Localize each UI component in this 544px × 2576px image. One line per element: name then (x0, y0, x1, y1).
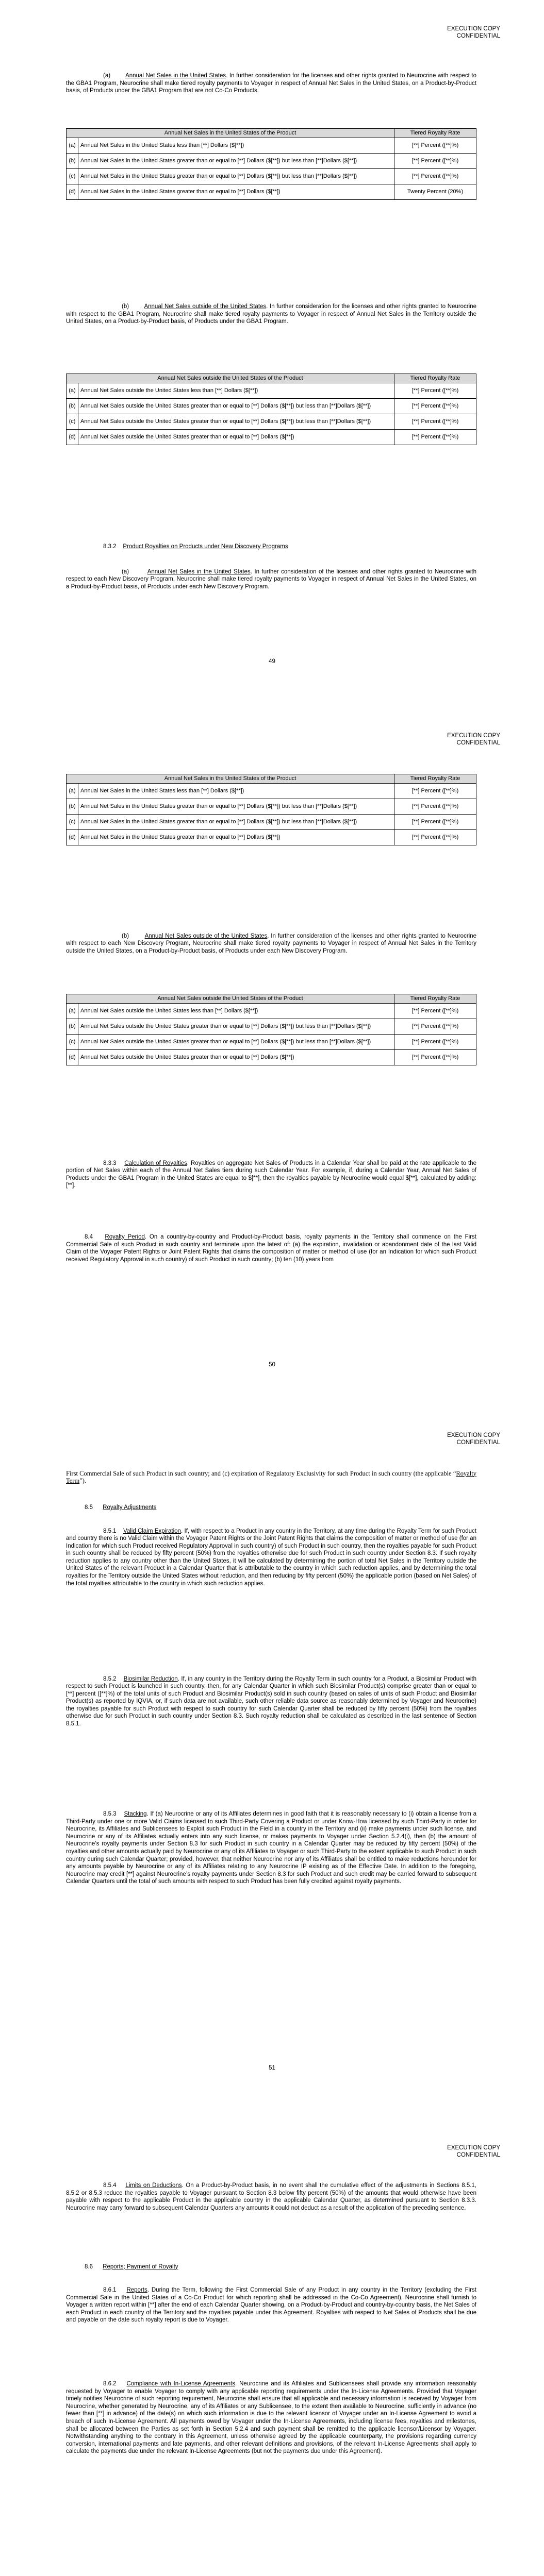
p49-a2-body: . In further consideration of the licenses and other rights granted to Neurocrine with respect to each New Discovery Program, Neurocrine shall make tiered royalty payments to Voyager in respect of Annual Net Sales in the United States, on a Product-by-Product basis, of Products under each New Discovery Program. (66, 568, 477, 590)
section-8-4-royalty-period (66, 1233, 476, 1263)
table-row (67, 184, 476, 200)
p49-t2-rows-1-l: (b) (67, 399, 78, 414)
section-8-6-1-reports (66, 2286, 476, 2324)
p49-t2-rows-3-d: Annual Net Sales outside the United States greater than or equal to [**] Dollars ($[**]) (78, 430, 394, 445)
header-confidential: CONFIDENTIAL (456, 33, 500, 39)
p51-s853-title: Stacking (124, 1811, 147, 1817)
header-execution-copy: EXECUTION COPY (447, 26, 500, 32)
p49-s832-num: 8.3.2 (103, 543, 117, 550)
section-8-6-2-compliance-in-license (66, 2380, 476, 2455)
p50-t1-rows-2-r: [**] Percent ([**]%) (394, 815, 476, 830)
p51-s851-body: . If, with respect to a Product in any country in the Territory, at any time during the Royalty Term for such Product and country there is no Valid Claim within the Voyager Patent Rights or the Joint Patent Rights that claims the composition of matter or method of use (for an Indication for which such Product received Regulatory Approval in such country) of such Product in such country, then the royalties payable for such Product in such country shall be reduced by fifty percent (50%) from the royalties otherwise due for such Product in such country under Section 8.3. If such royalty reduction applies to any country other than the United States, it will be calculated by determining the portion of total Net Sales in the Territory outside the United States of the relevant Product in a Calendar Quarter that is attributable to the country in which such reduction applies, and by determining the total royalties for the Territory outside the United States without reduction, and then reducing by fifty percent (50%) the applicable portion (based on Net Sales) of the total royalties attributable to the country in which such reduction applies. (66, 1528, 477, 1587)
table-row (67, 169, 476, 184)
table-row (67, 154, 476, 169)
p49-b-body: . In further consideration for the licenses and other rights granted to Neurocrine with respect to the GBA1 Program, Neurocrine shall make tiered royalty payments to Voyager in respect of Annual Net Sales in the Territory outside the United States, on a Product-by-Product basis, of Products under the GBA1 Program. (66, 303, 477, 325)
p50-t2-rows-3-d: Annual Net Sales outside the United States greater than or equal to [**] Dollars ($[**]) (78, 1050, 394, 1065)
royalty-table-ex-us-gba1 (66, 374, 476, 446)
p52-s861-title: Reports (126, 2287, 147, 2293)
p52-s861-body: . During the Term, following the First Commercial Sale of any Product in any country in the Territory (excluding the First Commercial Sale in the United States of a Co-Co Product for which reporting shall be addressed in the Co-Co Agreement), Neurocrine shall furnish to Voyager a written report within [**] after the end of each Calendar Quarter showing, on a Product-by-Product and country-by-country basis, the Net Sales of each Product in each country of the Territory and the royalties payable under this Agreement. Royalties with respect to Net Sales of Products shall be due and payable on the date such royalty report is due to Voyager. (66, 2287, 477, 2324)
table-row (67, 399, 476, 414)
royalty-table-us-new-discovery (66, 774, 476, 846)
p50-t1-rows-0-d: Annual Net Sales in the United States less than [**] Dollars ($[**]) (78, 784, 394, 799)
section-8-5-1-valid-claim-expiration (66, 1528, 476, 1588)
p52-s862-num: 8.6.2 (103, 2381, 117, 2387)
p50-t2-rows-1-l: (b) (67, 1019, 78, 1035)
table-row (67, 1019, 476, 1035)
royalty-table-ex-us-new-discovery (66, 994, 476, 1066)
page-header (447, 2144, 500, 2159)
paragraph-b-outside-us-sales (66, 303, 476, 326)
p49-a-title: Annual Net Sales in the United States (125, 73, 226, 79)
p50-b-title: Annual Net Sales outside of the United States (144, 933, 268, 939)
p51-s851-num: 8.5.1 (103, 1528, 117, 1534)
p51-s85-num: 8.5 (85, 1504, 93, 1511)
p52-s86-title: Reports; Payment of Royalty (103, 2263, 178, 2270)
p50-s833-num: 8.3.3 (103, 1160, 117, 1166)
p52-s86-num: 8.6 (85, 2263, 93, 2270)
p49-t2-rows-2-d: Annual Net Sales outside the United States greater than or equal to [**] Dollars ($[**]) but less than [**]Dollars ($[**]) (78, 414, 394, 430)
table-row (67, 1050, 476, 1065)
p49-b-title: Annual Net Sales outside of the United States (144, 303, 267, 310)
header-line1: EXECUTION COPY (447, 2144, 500, 2151)
p49-a-label: (a) (103, 73, 111, 79)
p50-t1-h1: Annual Net Sales in the United States of the Product (67, 774, 394, 784)
p50-t2-rows-3-r: [**] Percent ([**]%) (394, 1050, 476, 1065)
p50-t1-rows-1-d: Annual Net Sales in the United States greater than or equal to [**] Dollars ($[**]) but less than [**]Dollars ($[**]) (78, 799, 394, 815)
p50-s833-body: . Royalties on aggregate Net Sales of Products in a Calendar Year shall be paid at the rate applicable to the portion of Net Sales within each of the Annual Net Sales tiers during such Calendar Year. For example, if, during a Calendar Year, Annual Net Sales of Products under the GBA1 Program in the United States are equal to $[**], then the royalties payable by Neurocrine would equal $[**], calculated by adding: [**]. (66, 1160, 477, 1189)
p49-t2-rows-1-r: [**] Percent ([**]%) (394, 399, 476, 414)
p51-cont-term: Royalty Term (66, 1469, 476, 1485)
section-8-6-heading (66, 2263, 476, 2271)
table-row (67, 138, 476, 154)
p50-t2-rows-0-d: Annual Net Sales outside the United States less than [**] Dollars ($[**]) (78, 1004, 394, 1019)
p50-t2-rows-1-d: Annual Net Sales outside the United States greater than or equal to [**] Dollars ($[**]) but less than [**]Dollars ($[**]) (78, 1019, 394, 1035)
table-row (67, 1004, 476, 1019)
p49-t1-rows-2-d: Annual Net Sales in the United States greater than or equal to [**] Dollars ($[**]) but less than [**]Dollars ($[**]) (78, 169, 394, 184)
page-header (447, 25, 500, 40)
p50-t2-rows-0-r: [**] Percent ([**]%) (394, 1004, 476, 1019)
p49-t1-rows-2-r: [**] Percent ([**]%) (394, 169, 476, 184)
section-8-5-2-biosimilar-reduction (66, 1675, 476, 1728)
p51-s852-title: Biosimilar Reduction (123, 1675, 178, 1682)
table-row (67, 383, 476, 399)
p49-t2-rows-1-d: Annual Net Sales outside the United States greater than or equal to [**] Dollars ($[**]) but less than [**]Dollars ($[**]) (78, 399, 394, 414)
p51-s851-title: Valid Claim Expiration (123, 1528, 181, 1534)
p51-cont: First Commercial Sale of such Product in such country; and (c) expiration of Regulatory Exclusivity for such Product in such country (the applicable “ (66, 1469, 456, 1477)
p49-t1-rows-0-r: [**] Percent ([**]%) (394, 138, 476, 154)
p52-s861-num: 8.6.1 (103, 2287, 117, 2293)
p49-t1-rows-3-d: Annual Net Sales in the United States greater than or equal to [**] Dollars ($[**]) (78, 184, 394, 200)
p50-s833-title: Calculation of Royalties (124, 1160, 187, 1166)
royalty-table-us-gba1 (66, 128, 476, 200)
p50-b-body: . In further consideration of the licenses and other rights granted to Neurocrine with respect to each New Discovery Program, Neurocrine shall make tiered royalty payments to Voyager in respect of Annual Net Sales in the Territory outside the United States, on a Product-by-Product basis, of Products under each New Discovery Program. (66, 933, 477, 954)
p52-s862-body: . Neurocrine and its Affiliates and Sublicensees shall provide any information reasonably requested by Voyager to enable Voyager to comply with any applicable reporting requirements under the In-License Agreements. Provided that Voyager timely notifies Neurocrine of such reporting requirement, Neurocrine shall ensure that all applicable and necessary information is received by Voyager from Neurocrine, whether generated by Neurocrine, any of its Affiliates or any Sublicensee, to the extent then available to Neurocrine, sufficiently in advance (no fewer than [**] in advance) of the date(s) on which such information is due to the relevant licensor of Voyager under an In-License Agreement to avoid a breach of such In-License Agreement. All payments owed by Voyager under the In-License Agreements, including license fees, royalties and milestones, shall be allocated between the Parties as set forth in Section 5.2.4 and such payment shall be remitted to the applicable licensor/Licensor by Voyager. Notwithstanding anything to the contrary in this Agreement, unless otherwise agreed by the applicable counterparty, the provisions regarding currency conversion, international payments and late payments, and other relevant definitions and provisions, of the relevant In-License Agreements shall apply to calculate the payments due under the relevant In-License Agreements (but not the payments due under this Agreement). (66, 2381, 477, 2455)
table-row (67, 430, 476, 445)
section-8-5-4-limits-on-deductions (66, 2182, 476, 2212)
section-8-3-3-calculation-of-royalties (66, 1160, 476, 1190)
p49-t2-rows-3-l: (d) (67, 430, 78, 445)
p49-t1-rows-3-r: Twenty Percent (20%) (394, 184, 476, 200)
p49-t1-rows-0-l: (a) (67, 138, 78, 154)
p49-b-label: (b) (122, 303, 129, 310)
p52-s854-body: . On a Product-by-Product basis, in no event shall the cumulative effect of the adjustments in Sections 8.5.1, 8.5.2 or 8.5.3 reduce the royalties payable to Voyager pursuant to Section 8.3 below fifty percent (50%) of the amounts that would otherwise have been payable with respect to the applicable Product in the applicable country in the applicable Calendar Quarter, as determined pursuant to Section 8.3.3. Neurocrine may carry forward to subsequent Calendar Quarters any amounts it could not deduct as a result of the application of the preceding sentence. (66, 2182, 477, 2211)
page-header (447, 732, 500, 747)
p50-s84-body: . On a country-by-country and Product-by-Product basis, royalty payments in the Territory shall commence on the First Commercial Sale of such Product in such country and terminate upon the latest of: (a) the expiration, invalidation or abandonment date of the last Valid Claim of the Voyager Patent Rights or Joint Patent Rights that claims the composition of matter or method of use (for an Indication for which such Product received Regulatory Approval in such country) of such Product in such country; (b) ten (10) years from (66, 1234, 476, 1263)
p49-t1-h1: Annual Net Sales in the United States of the Product (67, 128, 394, 138)
p49-a2-title: Annual Net Sales in the United States (147, 568, 251, 575)
p50-t2-rows-1-r: [**] Percent ([**]%) (394, 1019, 476, 1035)
p49-t1-rows-1-l: (b) (67, 154, 78, 169)
p50-t2-rows-2-d: Annual Net Sales outside the United States greater than or equal to [**] Dollars ($[**]) but less than [**]Dollars ($[**]) (78, 1035, 394, 1050)
p51-s852-body: . If, in any country in the Territory during the Royalty Term in such country for a Product, a Biosimilar Product with respect to such Product is launched in such country, then, for any Calendar Quarter in which such Biosimilar Product(s) comprise greater than or equal to [**] percent ([**]%) of the total units of such Product and Biosimilar Product(s) sold in such country (based on sales of units of such Product and Biosimilar Product(s) as reported by IQVIA, or, if such data are not available, such other reliable data source as reasonably determined by Voyager and Neurocrine) the royalties payable for such Product with respect to such country for such Calendar Quarter shall be reduced by fifty percent (50%) from the royalties otherwise due for such Product in such country under Section 8.3. Such royalty reduction shall be calculated as described in the last sentence of Section 8.5.1. (66, 1675, 476, 1727)
section-8-5-3-stacking (66, 1810, 476, 1886)
header-line1: EXECUTION COPY (447, 733, 500, 739)
page-number: 51 (269, 2064, 275, 2071)
p49-t2-h2: Tiered Royalty Rate (394, 374, 476, 383)
header-line1: EXECUTION COPY (447, 1432, 500, 1438)
p50-t1-h2: Tiered Royalty Rate (394, 774, 476, 784)
p49-t1-rows-3-l: (d) (67, 184, 78, 200)
p50-t2-h1: Annual Net Sales outside the United States of the Product (67, 994, 394, 1004)
p50-t1-rows-0-l: (a) (67, 784, 78, 799)
p49-a-body: . In further consideration for the licenses and other rights granted to Neurocrine with respect to the GBA1 Program, Neurocrine shall make tiered royalty payments to Voyager in respect of Annual Net Sales in the United States, on a Product-by-Product basis, of Products under the GBA1 Program that are not Co-Co Products. (66, 73, 476, 94)
table-row (67, 1035, 476, 1050)
p50-t2-rows-2-r: [**] Percent ([**]%) (394, 1035, 476, 1050)
header-line2: CONFIDENTIAL (456, 740, 500, 746)
p49-t1-h2: Tiered Royalty Rate (394, 128, 476, 138)
p50-t1-rows-2-d: Annual Net Sales in the United States greater than or equal to [**] Dollars ($[**]) but less than [**]Dollars ($[**]) (78, 815, 394, 830)
page-number: 50 (269, 1361, 275, 1368)
p49-t2-rows-3-r: [**] Percent ([**]%) (394, 430, 476, 445)
p50-t1-rows-2-l: (c) (67, 815, 78, 830)
section-8-3-2-heading (66, 543, 476, 551)
p50-t2-rows-0-l: (a) (67, 1004, 78, 1019)
table-row (67, 414, 476, 430)
paragraph-a-us-sales (66, 72, 476, 95)
p50-t2-rows-3-l: (d) (67, 1050, 78, 1065)
p50-t1-rows-3-d: Annual Net Sales in the United States greater than or equal to [**] Dollars ($[**]) (78, 830, 394, 845)
p49-t1-rows-0-d: Annual Net Sales in the United States less than [**] Dollars ($[**]) (78, 138, 394, 154)
p49-t2-rows-0-l: (a) (67, 383, 78, 399)
p50-t2-rows-2-l: (c) (67, 1035, 78, 1050)
p50-b-label: (b) (122, 933, 129, 939)
p52-s854-num: 8.5.4 (103, 2182, 117, 2189)
header-line2: CONFIDENTIAL (456, 1439, 500, 1446)
p51-s85-title: Royalty Adjustments (103, 1504, 157, 1511)
table-row (67, 784, 476, 799)
p49-t2-rows-0-r: [**] Percent ([**]%) (394, 383, 476, 399)
p49-t2-h1: Annual Net Sales outside the United States of the Product (67, 374, 394, 383)
p49-s832-title: Product Royalties on Products under New Discovery Programs (123, 543, 288, 550)
p50-s84-num: 8.4 (85, 1234, 93, 1240)
p50-s84-title: Royalty Period (105, 1234, 145, 1240)
page-header (447, 1432, 500, 1446)
table-row (67, 815, 476, 830)
p52-s854-title: Limits on Deductions (125, 2182, 182, 2189)
paragraph-a-new-discovery-us (66, 568, 476, 591)
p49-t1-rows-2-l: (c) (67, 169, 78, 184)
section-8-5-heading (66, 1504, 476, 1512)
p49-t2-rows-2-l: (c) (67, 414, 78, 430)
royalty-term-continuation (66, 1470, 476, 1485)
p49-t1-rows-1-r: [**] Percent ([**]%) (394, 154, 476, 169)
p50-t1-rows-3-r: [**] Percent ([**]%) (394, 830, 476, 845)
paragraph-b-new-discovery-outside-us (66, 933, 476, 955)
p50-t1-rows-1-l: (b) (67, 799, 78, 815)
p51-s852-num: 8.5.2 (103, 1675, 117, 1682)
p50-t1-rows-3-l: (d) (67, 830, 78, 845)
p51-s853-num: 8.5.3 (103, 1811, 117, 1817)
p49-t1-rows-1-d: Annual Net Sales in the United States greater than or equal to [**] Dollars ($[**]) but less than [**]Dollars ($[**]) (78, 154, 394, 169)
p49-t2-rows-2-r: [**] Percent ([**]%) (394, 414, 476, 430)
p52-s862-title: Compliance with In-License Agreements (126, 2381, 235, 2387)
p50-t1-rows-0-r: [**] Percent ([**]%) (394, 784, 476, 799)
page-number: 49 (269, 658, 275, 665)
p51-s853-body: . If (a) Neurocrine or any of its Affiliates determines in good faith that it is reasonably necessary to (i) obtain a license from a Third-Party under one or more Valid Claims licensed to such Third-Party Covering a Product or under Know-How licensed by such Third-Party in order for Neurocrine, its Affiliates and Sublicensees to Exploit such Product in the Field in a country in the Territory and (ii) make payments under such license, and Neurocrine or any of its Affiliates actually enters into any such license, or makes payments to Voyager under Section 5.2.4(i), then (b) the amount of Neurocrine’s royalty payments under Section 8.3 for such Product in such country in a Calendar Quarter may be reduced by fifty percent (50%) of the royalties and other amounts actually paid by Neurocrine or any of its Affiliates to Voyager or such Third-Party to the extent applicable to such Product in such country during such Calendar Quarter; provided, however, that neither Neurocrine nor any of its Affiliates shall be entitled to make reductions hereunder for any amounts payable by Neurocrine or any of its Affiliates relating to any Neurocrine IP existing as of the Effective Date. In addition to the foregoing, Neurocrine may credit [**] against Neurocrine’s royalty payments under Section 8.3 for such Product and such credit may be carried forward to subsequent Calendar Quarters until the total of such amounts with respect to such Product has been fully credited against royalty payments. (66, 1811, 477, 1885)
p51-cont-end: ”). (79, 1477, 87, 1485)
header-line2: CONFIDENTIAL (456, 2151, 500, 2158)
p49-t2-rows-0-d: Annual Net Sales outside the United States less than [**] Dollars ($[**]) (78, 383, 394, 399)
table-row (67, 830, 476, 845)
table-row (67, 799, 476, 815)
p50-t2-h2: Tiered Royalty Rate (394, 994, 476, 1004)
p49-a2-label: (a) (122, 568, 129, 575)
p50-t1-rows-1-r: [**] Percent ([**]%) (394, 799, 476, 815)
